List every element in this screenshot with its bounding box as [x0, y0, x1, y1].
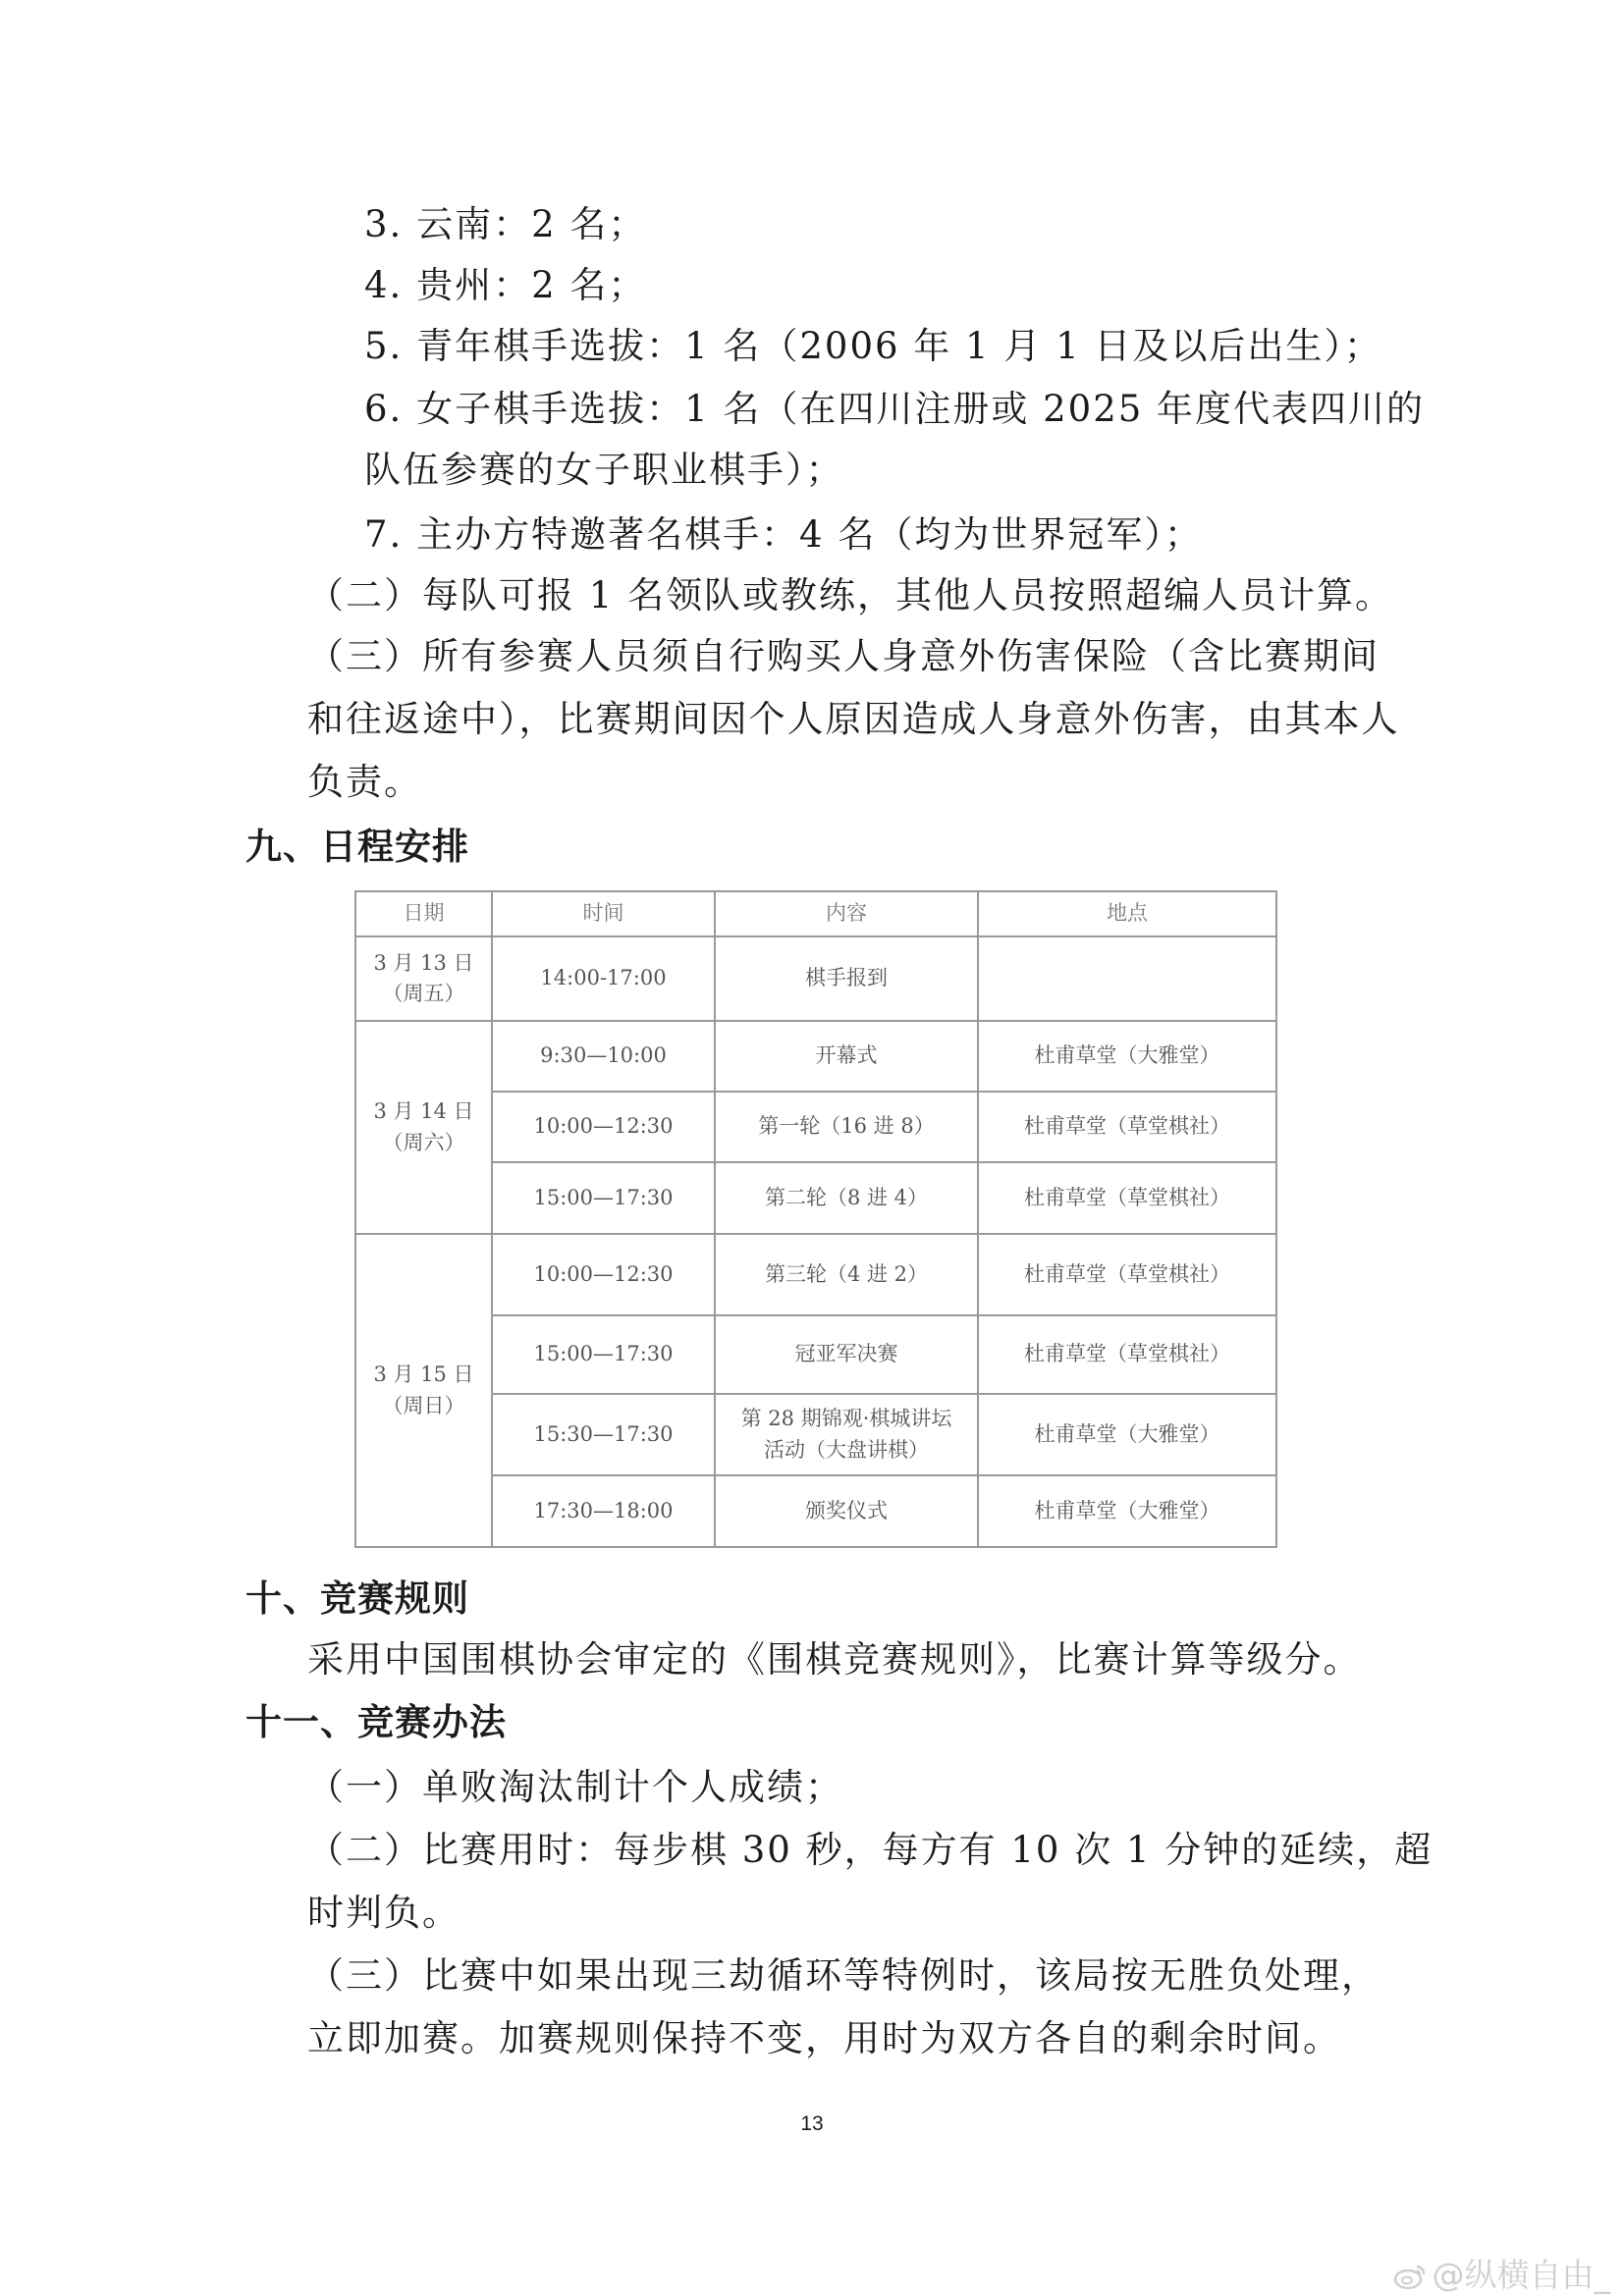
section-11-title: 十一、竞赛办法: [245, 1700, 507, 1743]
header-time: 时间: [492, 891, 715, 936]
table-row: [355, 936, 1276, 1021]
venue-cell: 杜甫草堂（大雅堂）: [978, 1021, 1276, 1092]
venue-cell: 杜甫草堂（大雅堂）: [978, 1394, 1276, 1475]
header-venue: 地点: [978, 891, 1276, 936]
list-item-yunnan: 3. 云南：2 名；: [364, 203, 647, 245]
content-cell: 冠亚军决赛: [715, 1315, 978, 1394]
time-cell: 15:30—17:30: [492, 1394, 715, 1475]
table-header-row: [355, 891, 1276, 936]
page-number: 13: [800, 2112, 824, 2135]
list-item-invited: 7. 主办方特邀著名棋手：4 名（均为世界冠军）；: [364, 513, 1203, 556]
venue-cell: 杜甫草堂（草堂棋社）: [978, 1162, 1276, 1234]
time-cell: 15:00—17:30: [492, 1162, 715, 1234]
time-cell: 15:00—17:30: [492, 1315, 715, 1394]
list-item-youth: 5. 青年棋手选拔：1 名（2006 年 1 月 1 日及以后出生）；: [364, 325, 1382, 367]
venue-cell: 杜甫草堂（草堂棋社）: [978, 1092, 1276, 1162]
method-item-2: （二）比赛用时：每步棋 30 秒，每方有 10 次 1 分钟的延续，超: [307, 1829, 1434, 1871]
paragraph-insurance-cont: 和往返途中），比赛期间因个人原因造成人身意外伤害，由其本人: [307, 698, 1400, 740]
time-cell: 14:00-17:00: [492, 936, 715, 1021]
table-row: [355, 1394, 1276, 1475]
time-cell: 17:30—18:00: [492, 1475, 715, 1547]
paragraph-leader: （二）每队可报 1 名领队或教练，其他人员按照超编人员计算。: [307, 574, 1394, 616]
list-item-women: 6. 女子棋手选拔：1 名（在四川注册或 2025 年度代表四川的: [364, 388, 1426, 430]
date-cell: [355, 1234, 492, 1547]
content-cell: 第三轮（4 进 2）: [715, 1234, 978, 1315]
table-row: [355, 1475, 1276, 1547]
content-cell: 开幕式: [715, 1021, 978, 1092]
time-cell: 9:30—10:00: [492, 1021, 715, 1092]
watermark-text: @纵横自由_: [1432, 2256, 1610, 2294]
venue-cell: 杜甫草堂（大雅堂）: [978, 1475, 1276, 1547]
venue-cell: [978, 936, 1276, 1021]
method-item-1: （一）单败淘汰制计个人成绩；: [307, 1766, 843, 1808]
list-item-women-cont: 队伍参赛的女子职业棋手）；: [364, 449, 844, 491]
weekday-text: （周日）: [382, 1393, 465, 1417]
time-cell: 10:00—12:30: [492, 1234, 715, 1315]
weekday-text: （周六）: [382, 1130, 465, 1154]
date-cell: [355, 936, 492, 1021]
schedule-table: [354, 890, 1277, 1548]
table-row: [355, 1234, 1276, 1315]
content-cell: 第一轮（16 进 8）: [715, 1092, 978, 1162]
watermark: [1393, 2250, 1611, 2296]
content-line-1: 第 28 期锦观·棋城讲坛: [740, 1407, 952, 1430]
header-date: 日期: [355, 891, 492, 936]
section-10-body: 采用中国围棋协会审定的《围棋竞赛规则》，比赛计算等级分。: [307, 1638, 1362, 1681]
venue-cell: 杜甫草堂（草堂棋社）: [978, 1315, 1276, 1394]
time-cell: 10:00—12:30: [492, 1092, 715, 1162]
date-text: 3 月 14 日: [373, 1099, 474, 1123]
header-content: 内容: [715, 891, 978, 936]
table-row: [355, 1092, 1276, 1162]
table-row: [355, 1021, 1276, 1092]
date-text: 3 月 15 日: [373, 1362, 474, 1386]
content-cell: 颁奖仪式: [715, 1475, 978, 1547]
content-cell: 第二轮（8 进 4）: [715, 1162, 978, 1234]
list-item-guizhou: 4. 贵州：2 名；: [364, 264, 647, 306]
content-cell: [715, 1394, 978, 1475]
weibo-icon: [1393, 2263, 1427, 2290]
content-line-2: 活动（大盘讲棋）: [764, 1437, 929, 1462]
venue-cell: 杜甫草堂（草堂棋社）: [978, 1234, 1276, 1315]
section-10-title: 十、竞赛规则: [245, 1576, 469, 1620]
table-row: [355, 1162, 1276, 1234]
date-text: 3 月 13 日: [373, 950, 474, 975]
method-item-2-cont: 时判负。: [307, 1892, 460, 1934]
content-cell: 棋手报到: [715, 936, 978, 1021]
method-item-3-cont: 立即加赛。加赛规则保持不变，用时为双方各自的剩余时间。: [307, 2017, 1341, 2059]
date-cell: [355, 1021, 492, 1234]
section-9-title: 九、日程安排: [245, 825, 469, 868]
method-item-3: （三）比赛中如果出现三劫循环等特例时，该局按无胜负处理，: [307, 1954, 1380, 1997]
paragraph-insurance: （三）所有参赛人员须自行购买人身意外伤害保险（含比赛期间: [307, 635, 1380, 677]
table-row: [355, 1315, 1276, 1394]
paragraph-insurance-end: 负责。: [307, 761, 422, 803]
weekday-text: （周五）: [382, 982, 465, 1005]
